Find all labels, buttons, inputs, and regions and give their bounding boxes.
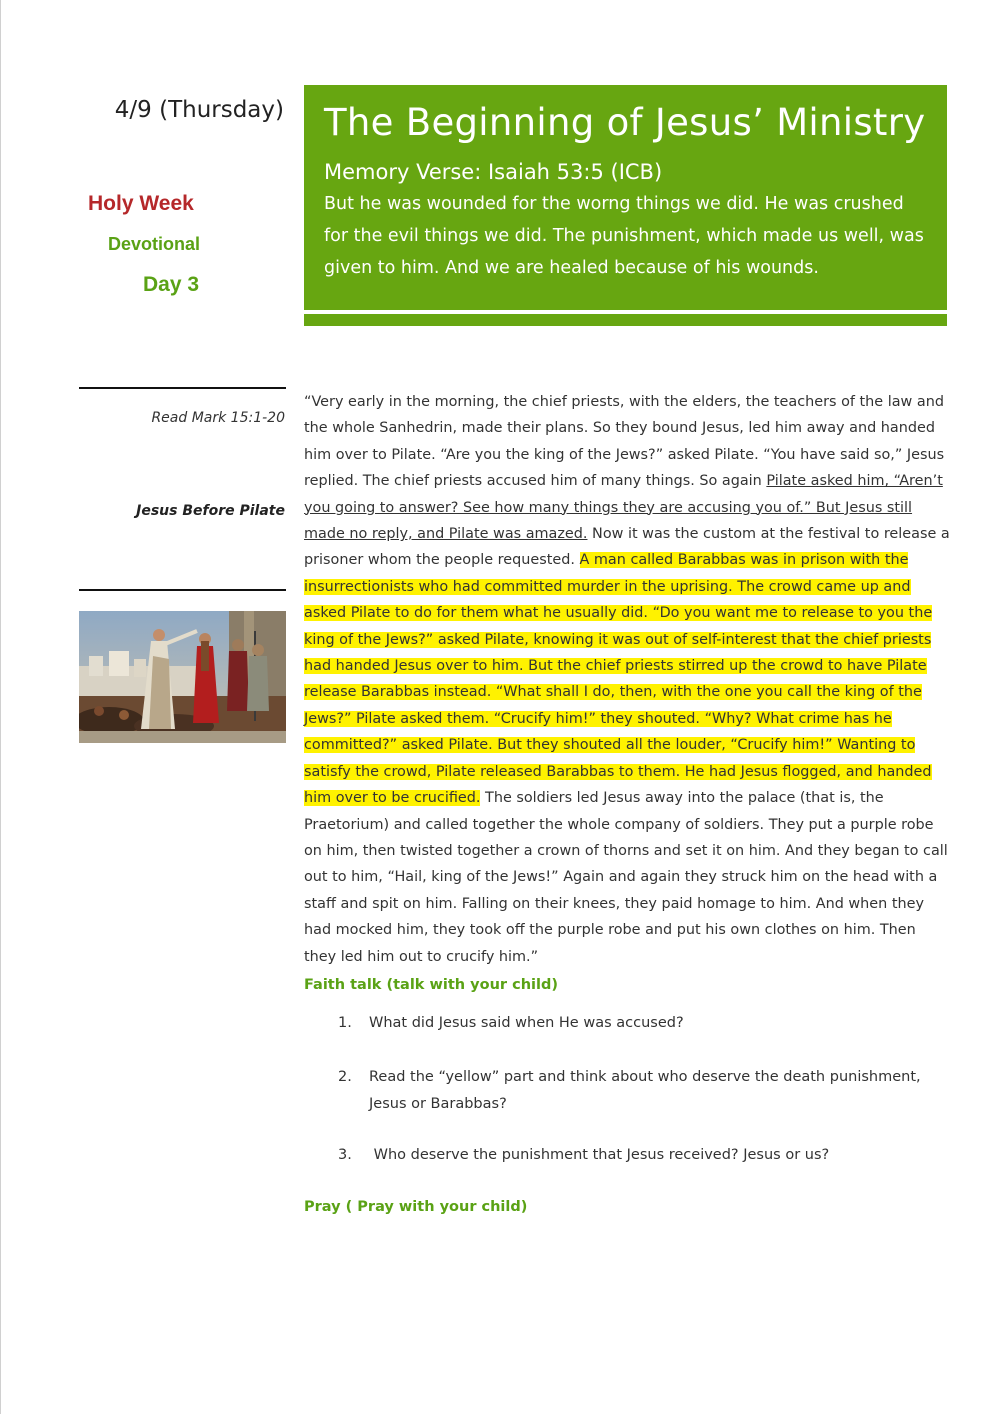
painting-jesus-before-pilate-icon xyxy=(79,611,286,743)
pray-heading: Pray ( Pray with your child) xyxy=(304,1199,528,1215)
painting-image xyxy=(79,611,286,743)
sidebar-divider-top xyxy=(79,387,286,389)
memory-verse-text: But he was wounded for the worng things we did. He was crushed for the evil things we did. The punishment, which made us well, was given to him. And we are healed because of his wounds. xyxy=(324,194,924,278)
passage-underlined: Pilate asked him, “Aren’t you going to answer? See how many things they are accusing you of.” But Jesus still made no reply, and Pilate was amazed. xyxy=(304,473,943,543)
page-border xyxy=(0,0,1,1414)
question-item xyxy=(338,1142,948,1169)
reading-reference: Read Mark 15:1-20 xyxy=(151,410,285,426)
passage-part-1: “Very early in the morning, the chief priests, with the elders, the teachers of the law and the whole Sanhedrin, made their plans. So they bound Jesus, led him away and handed him over to Pilate. “Are you the king of the Jews?” asked Pilate. “You have said so,” Jesus replied. The chief priests accused him of many things. So again xyxy=(304,394,945,490)
faith-talk-heading: Faith talk (talk with your child) xyxy=(304,977,558,993)
passage-highlighted: A man called Barabbas was in prison with the insurrectionists who had committed murder in the uprising. The crowd came up and asked Pilate to do for them what he usually did. “Do you want me to release to you the king of the Jews?” asked Pilate, knowing it was out of self-interest that the chief priests had handed Jesus over to him. But the chief priests stirred up the crowd to have Pilate release Barabbas instead. “What shall I do, then, with the one you call the king of the Jews?” Pilate asked them. “Crucify him!” they shouted. “Why? What crime has he committed?” asked Pilate. But they shouted all the louder, “Crucify him!” Wanting to satisfy the crowd, Pilate released Barabbas to them. He had Jesus flogged, and handed him over to be crucified. xyxy=(304,552,933,807)
question-text: Who deserve the punishment that Jesus received? Jesus or us? xyxy=(369,1147,830,1163)
series-title-holy-week: Holy Week xyxy=(88,192,194,215)
scripture-passage xyxy=(304,389,950,970)
passage-topic: Jesus Before Pilate xyxy=(136,503,285,519)
banner-underline xyxy=(304,314,947,326)
memory-verse-reference: Memory Verse: Isaiah 53:5 (ICB) xyxy=(324,160,663,184)
question-text: What did Jesus said when He was accused? xyxy=(369,1015,684,1031)
page-title: The Beginning of Jesus’ Ministry xyxy=(324,101,926,144)
question-text: Read the “yellow” part and think about who deserve the death punishment, Jesus or Barabbas? xyxy=(369,1069,921,1112)
question-number: 1. xyxy=(338,1015,352,1031)
date-label: 4/9 (Thursday) xyxy=(114,97,284,123)
question-number: 2. xyxy=(338,1069,352,1085)
passage-part-3: The soldiers led Jesus away into the palace (that is, the Praetorium) and called together the whole company of soldiers. They put a purple robe on him, then twisted together a crown of thorns and set it on him. And they began to call out to him, “Hail, king of the Jews!” Again and again they struck him on the head with a staff and spit on him. Falling on their knees, they paid homage to him. And when they had mocked him, they took off the purple robe and put his own clothes on him. Then they led him out to crucify him.” xyxy=(304,790,948,965)
passage-part-2: Now it was the custom at the festival to release a prisoner whom the people requested. xyxy=(304,526,950,569)
question-item xyxy=(338,1064,948,1118)
sidebar-divider-bottom xyxy=(79,589,286,591)
day-number: Day 3 xyxy=(143,273,200,296)
question-number: 3. xyxy=(338,1147,352,1163)
series-title-devotional: Devotional xyxy=(108,234,201,254)
title-banner xyxy=(304,85,947,310)
question-item xyxy=(338,1010,948,1037)
